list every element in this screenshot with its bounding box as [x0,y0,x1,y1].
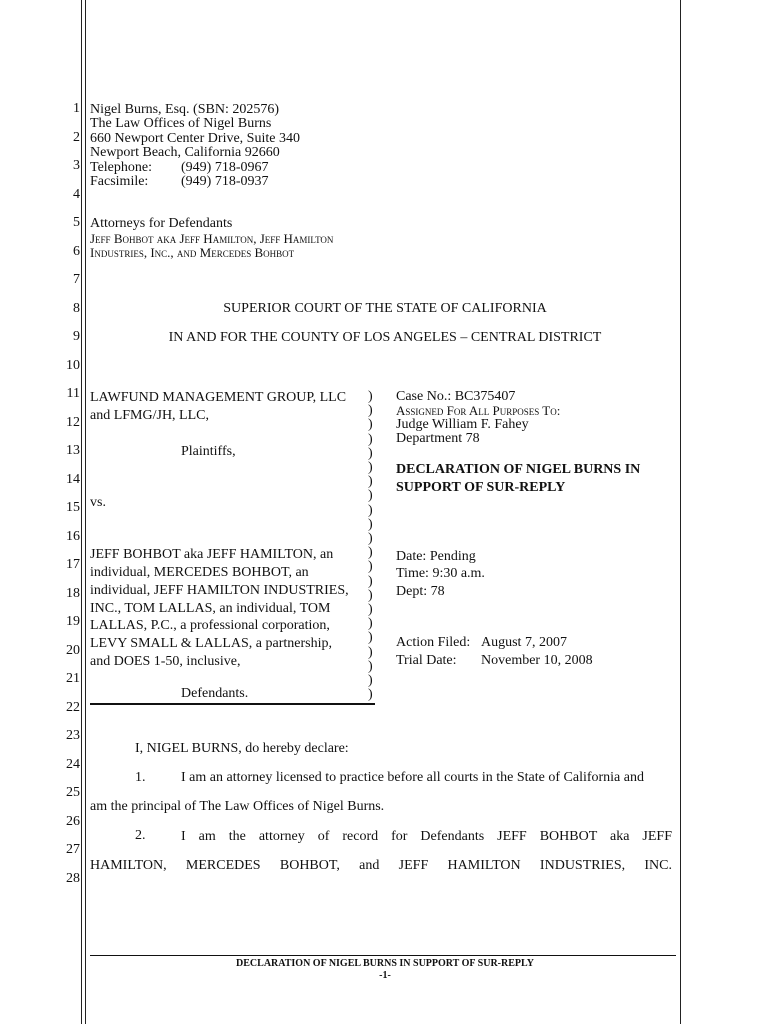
judge-name: Judge William F. Fahey [396,417,529,432]
right-margin-rule [680,0,681,1024]
defendants-names-line1: Jeff Bohbot aka Jeff Hamilton, Jeff Hamilton [90,231,334,246]
plaintiffs-line2: and LFMG/JH, LLC, [90,408,209,423]
declaration-title-line2: SUPPORT OF SUR-REPLY [396,480,566,495]
law-office-name: The Law Offices of Nigel Burns [90,116,272,131]
caption-paren: ) [368,488,373,504]
line-number: 17 [66,557,80,572]
page-number: -1- [379,970,391,981]
defendants-caption-line: individual, MERCEDES BOHBOT, an [90,565,309,580]
line-number: 11 [66,386,80,401]
paragraph-2-line2: HAMILTON, MERCEDES BOHBOT, and JEFF HAMILTON INDUSTRIES, INC. [90,858,672,873]
defendants-caption-line: LALLAS, P.C., a professional corporation, [90,618,330,633]
line-number: 4 [73,187,80,202]
department: Department 78 [396,431,480,446]
caption-paren: ) [368,531,373,547]
line-number: 13 [66,443,80,458]
caption-paren: ) [368,559,373,575]
line-number: 6 [73,244,80,259]
footer-title: DECLARATION OF NIGEL BURNS IN SUPPORT OF SUR-REPLY [236,958,534,969]
line-number: 8 [73,301,80,316]
caption-paren: ) [368,545,373,561]
defendants-caption-line: and DOES 1-50, inclusive, [90,654,241,669]
caption-paren: ) [368,658,373,674]
defendants-label: Defendants. [181,686,249,701]
action-filed-value: August 7, 2007 [481,635,567,650]
caption-paren: ) [368,403,373,419]
attorney-name: Nigel Burns, Esq. (SBN: 202576) [90,102,279,117]
line-number: 12 [66,415,80,430]
court-county: IN AND FOR THE COUNTY OF LOS ANGELES – CENTRAL DISTRICT [168,330,602,345]
line-number: 27 [66,842,80,857]
line-number: 21 [66,671,80,686]
action-filed-label: Action Filed: [396,635,471,650]
caption-paren: ) [368,630,373,646]
trial-date-label: Trial Date: [396,653,457,668]
line-number: 28 [66,871,80,886]
caption-paren: ) [368,502,373,518]
hearing-time: Time: 9:30 a.m. [396,566,485,581]
defendants-caption-line: INC., TOM LALLAS, an individual, TOM [90,601,331,616]
line-number: 15 [66,500,80,515]
paragraph-1-line1: I am an attorney licensed to practice before all courts in the State of California and [181,770,644,785]
caption-paren-column [368,390,382,702]
defendants-caption-line: LEVY SMALL & LALLAS, a partnership, [90,636,332,651]
paragraph-2-number: 2. [135,828,146,843]
telephone-value: (949) 718-0967 [181,160,269,175]
line-number: 20 [66,643,80,658]
defendants-caption-line: JEFF BOHBOT aka JEFF HAMILTON, an [90,547,334,562]
hearing-date: Date: Pending [396,549,476,564]
caption-paren: ) [368,673,373,689]
caption-paren: ) [368,389,373,404]
trial-date-value: November 10, 2008 [481,653,593,668]
address-city: Newport Beach, California 92660 [90,145,280,160]
line-number: 14 [66,472,80,487]
line-number: 1 [73,101,80,116]
caption-paren: ) [368,573,373,589]
caption-paren: ) [368,417,373,433]
caption-paren: ) [368,687,373,703]
caption-bottom-rule [90,703,375,705]
caption-paren: ) [368,474,373,490]
plaintiffs-label: Plaintiffs, [181,444,236,459]
line-number: 3 [73,158,80,173]
caption-paren: ) [368,616,373,632]
facsimile-label: Facsimile: [90,174,149,189]
caption-paren: ) [368,587,373,603]
address-street: 660 Newport Center Drive, Suite 340 [90,131,300,146]
paragraph-2-line1: I am the attorney of record for Defendants JEFF BOHBOT aka JEFF [181,829,672,844]
declaration-intro: I, NIGEL BURNS, do hereby declare: [135,741,349,756]
caption-paren: ) [368,445,373,461]
facsimile-value: (949) 718-0937 [181,174,269,189]
line-number: 5 [73,215,80,230]
caption-paren: ) [368,431,373,447]
attorneys-for-label: Attorneys for Defendants [90,216,233,231]
caption-paren: ) [368,644,373,660]
assigned-for-all-purposes: Assigned For All Purposes To: [396,403,561,418]
line-number: 19 [66,614,80,629]
line-number: 16 [66,529,80,544]
left-margin-rule-outer [81,0,82,1024]
line-number: 25 [66,785,80,800]
line-number: 9 [73,329,80,344]
defendants-names-line2: Industries, Inc., and Mercedes Bohbot [90,245,295,260]
footer-rule [90,955,676,956]
line-number: 7 [73,272,80,287]
caption-paren: ) [368,460,373,476]
versus-label: vs. [90,495,106,510]
left-margin-rule-inner [85,0,86,1024]
case-number: Case No.: BC375407 [396,389,516,404]
line-number: 26 [66,814,80,829]
caption-paren: ) [368,516,373,532]
hearing-dept: Dept: 78 [396,584,445,599]
paragraph-1-number: 1. [135,770,146,785]
paragraph-1-line2: am the principal of The Law Offices of Nigel Burns. [90,799,385,814]
defendants-caption-line: individual, JEFF HAMILTON INDUSTRIES, [90,583,349,598]
line-number: 2 [73,130,80,145]
plaintiffs-line1: LAWFUND MANAGEMENT GROUP, LLC [90,390,347,405]
telephone-label: Telephone: [90,160,152,175]
line-number: 24 [66,757,80,772]
line-number: 23 [66,728,80,743]
line-number: 18 [66,586,80,601]
declaration-title-line1: DECLARATION OF NIGEL BURNS IN [396,462,641,477]
line-number: 10 [66,358,80,373]
caption-paren: ) [368,602,373,618]
line-number: 22 [66,700,80,715]
court-title: SUPERIOR COURT OF THE STATE OF CALIFORNIA [223,301,547,316]
